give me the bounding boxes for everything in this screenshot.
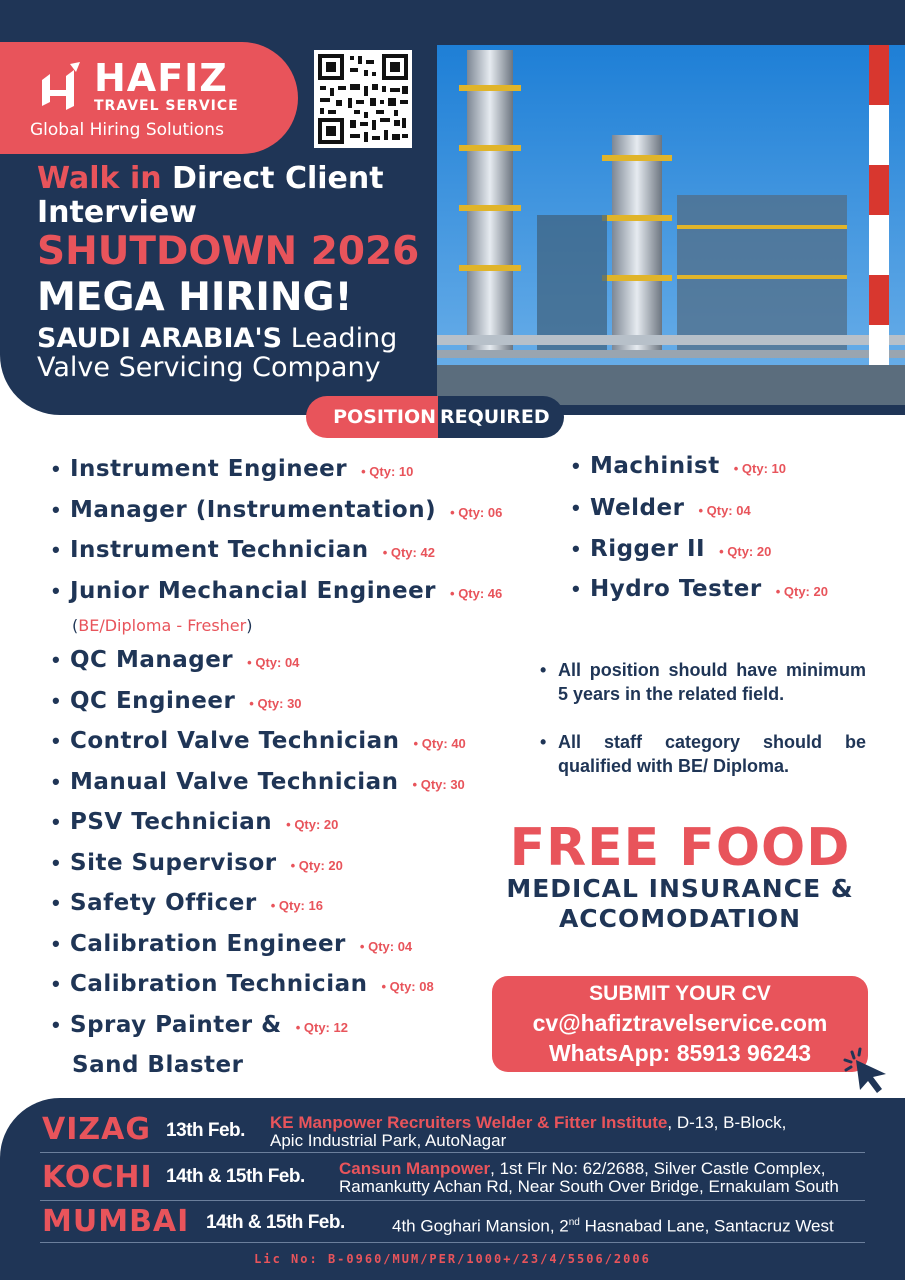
job-qty: • Qty: 42 bbox=[383, 545, 435, 560]
job-item bbox=[52, 456, 413, 482]
venue-address bbox=[270, 1114, 890, 1150]
bullet-icon: • bbox=[52, 809, 60, 834]
whatsapp-number[interactable]: WhatsApp: 85913 96243 bbox=[548, 1040, 812, 1066]
venue-address-line: Hasnabad Lane, Santacruz West bbox=[579, 1216, 834, 1236]
job-item bbox=[52, 537, 435, 563]
job-title: Spray Painter & bbox=[70, 1012, 282, 1038]
job-item bbox=[52, 728, 466, 754]
job-title: PSV Technician bbox=[70, 809, 273, 835]
job-qty: • Qty: 10 bbox=[734, 461, 786, 476]
job-qty: • Qty: 40 bbox=[414, 736, 466, 751]
requirement-item bbox=[540, 730, 866, 778]
job-title: Junior Mechancial Engineer bbox=[70, 578, 437, 604]
job-qty: • Qty: 12 bbox=[296, 1020, 348, 1035]
bullet-icon: • bbox=[52, 688, 60, 713]
headline-shutdown: SHUTDOWN 2026 bbox=[37, 229, 420, 274]
job-item bbox=[52, 1012, 348, 1038]
job-item bbox=[572, 453, 786, 479]
job-item bbox=[52, 931, 412, 957]
requirement-text: All staff category should be qualified with BE/ Diploma. bbox=[558, 732, 866, 776]
bullet-icon: • bbox=[52, 456, 60, 481]
job-title: Hydro Tester bbox=[590, 576, 762, 602]
job-title: Safety Officer bbox=[70, 890, 257, 916]
job-item bbox=[52, 688, 302, 714]
required-label: REQUIRED bbox=[438, 396, 564, 438]
job-title: Site Supervisor bbox=[70, 850, 277, 876]
venue-divider bbox=[40, 1152, 865, 1153]
venue-name: KE Manpower Recruiters Welder & Fitter Institute bbox=[270, 1113, 668, 1132]
venue-address-line: Apic Industrial Park, AutoNagar bbox=[270, 1131, 507, 1150]
bullet-icon: • bbox=[52, 850, 60, 875]
company-leading: Leading bbox=[290, 323, 398, 354]
job-title: Machinist bbox=[590, 453, 720, 479]
job-title: QC Engineer bbox=[70, 688, 236, 714]
bullet-icon: • bbox=[52, 647, 60, 672]
headline-interview: Interview bbox=[37, 195, 197, 230]
bullet-icon: • bbox=[52, 890, 60, 915]
venue-divider bbox=[40, 1200, 865, 1201]
job-title: Instrument Engineer bbox=[70, 456, 348, 482]
submit-cv-heading: SUBMIT YOUR CV bbox=[589, 982, 771, 1005]
job-qty: • Qty: 20 bbox=[776, 584, 828, 599]
note-close-paren: ) bbox=[246, 616, 253, 635]
bullet-icon: • bbox=[540, 660, 547, 680]
job-item bbox=[52, 809, 338, 835]
venue-name: Cansun Manpower bbox=[339, 1159, 491, 1178]
free-food-headline: FREE FOOD bbox=[509, 818, 851, 878]
brand-name: HAFIZ bbox=[94, 56, 228, 100]
bullet-icon: • bbox=[52, 537, 60, 562]
job-note bbox=[72, 616, 252, 635]
job-qty: • Qty: 20 bbox=[291, 858, 343, 873]
bullet-icon: • bbox=[52, 497, 60, 522]
job-qty: • Qty: 30 bbox=[413, 777, 465, 792]
direct-client-label: Direct Client bbox=[172, 161, 384, 196]
job-qty: • Qty: 30 bbox=[249, 696, 301, 711]
bullet-icon: • bbox=[572, 495, 580, 520]
job-qty: • Qty: 20 bbox=[719, 544, 771, 559]
requirement-text: All position should have minimum 5 years in the related field. bbox=[558, 660, 866, 704]
bullet-icon: • bbox=[52, 728, 60, 753]
job-qty: • Qty: 04 bbox=[247, 655, 299, 670]
job-qty: • Qty: 08 bbox=[381, 979, 433, 994]
bullet-icon: • bbox=[540, 732, 547, 752]
venue-address bbox=[339, 1160, 899, 1196]
job-title-continued: Sand Blaster bbox=[72, 1052, 244, 1078]
job-qty: • Qty: 16 bbox=[271, 898, 323, 913]
job-title: Welder bbox=[590, 495, 685, 521]
company-country: SAUDI ARABIA'S bbox=[37, 323, 283, 354]
job-title: Rigger II bbox=[590, 536, 706, 562]
job-item bbox=[572, 536, 771, 562]
job-item bbox=[52, 850, 343, 876]
job-item bbox=[52, 769, 465, 795]
venue-city: MUMBAI bbox=[42, 1204, 190, 1239]
bullet-icon: • bbox=[52, 971, 60, 996]
job-item bbox=[52, 497, 502, 523]
job-qty: • Qty: 04 bbox=[698, 503, 750, 518]
job-title: Control Valve Technician bbox=[70, 728, 400, 754]
refinery-image bbox=[437, 45, 905, 405]
click-cursor-icon bbox=[842, 1046, 892, 1096]
headline-walk-in bbox=[37, 162, 384, 196]
job-title: Manual Valve Technician bbox=[70, 769, 399, 795]
position-label: POSITION bbox=[306, 396, 438, 438]
job-title: Manager (Instrumentation) bbox=[70, 497, 437, 523]
bullet-icon: • bbox=[52, 769, 60, 794]
venue-address-line: Ramankutty Achan Rd, Near South Over Bridge, Ernakulam South bbox=[339, 1177, 839, 1196]
ordinal-suffix: nd bbox=[568, 1217, 580, 1228]
job-item bbox=[52, 971, 434, 997]
venue-city: KOCHI bbox=[42, 1160, 153, 1195]
hafiz-logo-icon bbox=[36, 62, 88, 114]
brand-tagline: Global Hiring Solutions bbox=[30, 120, 224, 140]
bullet-icon: • bbox=[52, 578, 60, 603]
job-qty: • Qty: 04 bbox=[360, 939, 412, 954]
venue-address bbox=[392, 1214, 892, 1236]
job-qty: • Qty: 20 bbox=[286, 817, 338, 832]
headline-mega-hiring: MEGA HIRING! bbox=[37, 275, 353, 320]
note-open-paren: ( bbox=[72, 616, 79, 635]
brand-subtitle: TRAVEL SERVICE bbox=[94, 98, 239, 114]
license-number: Lic No: B-0960/MUM/PER/1000+/23/4/5506/2006 bbox=[254, 1252, 651, 1266]
venue-divider bbox=[40, 1242, 865, 1243]
bullet-icon: • bbox=[52, 931, 60, 956]
venue-address-line: , 1st Flr No: 62/2688, Silver Castle Complex, bbox=[490, 1159, 826, 1178]
bullet-icon: • bbox=[572, 453, 580, 478]
job-title: Instrument Technician bbox=[70, 537, 369, 563]
job-title: Calibration Technician bbox=[70, 971, 368, 997]
job-title: QC Manager bbox=[70, 647, 234, 673]
job-qty: • Qty: 10 bbox=[361, 464, 413, 479]
job-title: Calibration Engineer bbox=[70, 931, 346, 957]
job-qty: • Qty: 46 bbox=[450, 586, 502, 601]
job-item bbox=[572, 576, 828, 602]
bullet-icon: • bbox=[572, 576, 580, 601]
cv-email-link[interactable]: cv@hafiztravelservice.com bbox=[532, 1010, 828, 1036]
job-item bbox=[52, 578, 502, 604]
venue-date: 13th Feb. bbox=[166, 1120, 245, 1141]
perks-line-1: MEDICAL INSURANCE & bbox=[506, 874, 854, 903]
venue-date: 14th & 15th Feb. bbox=[166, 1166, 305, 1187]
bullet-icon: • bbox=[52, 1012, 60, 1037]
venue-address-line: , D-13, B-Block, bbox=[667, 1113, 787, 1132]
note-text: BE/Diploma - Fresher bbox=[78, 616, 247, 635]
job-qty: • Qty: 06 bbox=[450, 505, 502, 520]
position-required-banner bbox=[306, 396, 564, 438]
venue-city: VIZAG bbox=[42, 1112, 151, 1147]
perks-line-2: ACCOMODATION bbox=[558, 904, 802, 933]
venue-address-line: 4th Goghari Mansion, 2 bbox=[392, 1216, 569, 1236]
venue-date: 14th & 15th Feb. bbox=[206, 1212, 345, 1233]
requirement-item bbox=[540, 658, 866, 706]
job-item bbox=[52, 890, 323, 916]
bullet-icon: • bbox=[572, 536, 580, 561]
job-item bbox=[572, 495, 751, 521]
qr-code[interactable] bbox=[314, 50, 412, 148]
company-line-1 bbox=[37, 323, 397, 355]
company-line-2: Valve Servicing Company bbox=[37, 352, 381, 383]
job-item bbox=[52, 647, 299, 673]
walk-in-label: Walk in bbox=[37, 161, 162, 196]
